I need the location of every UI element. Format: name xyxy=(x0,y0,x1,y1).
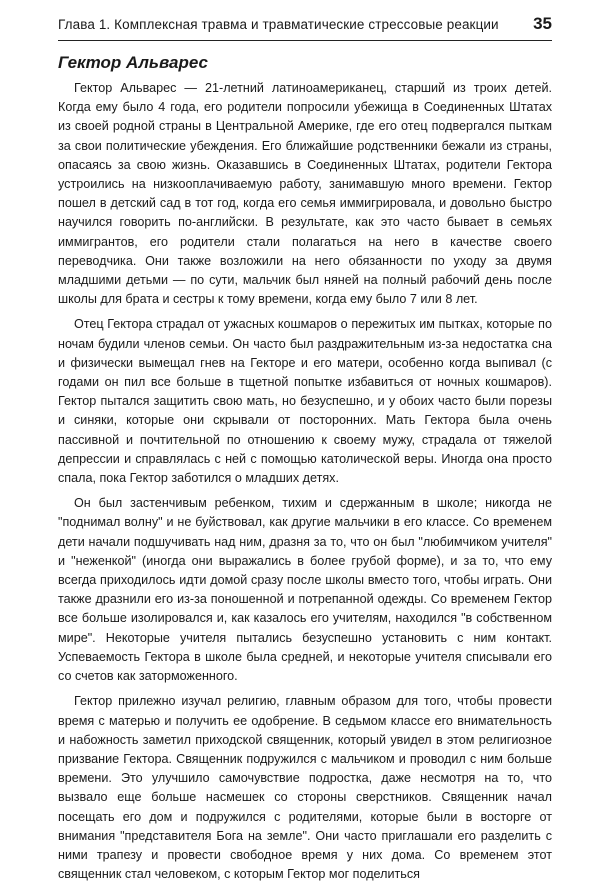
paragraph-1: Гектор Альварес — 21-летний латиноамериканец, старший из троих детей. Когда ему было 4 года, его родители попросили убежища в Соединенных Штатах из своей родной страны в Центральной Америке, где его отец подвергался пыткам за свои политические убеждения. Его ближайшие родственники бежали из страны, опасаясь за свою жизнь. Оказавшись в Соединенных Штатах, родители Гектора устроились на низкооплачиваемую работу, занимавшую много времени. Гектор пошел в детский сад в тот год, когда его семья иммигрировала, и довольно быстро научился говорить по-английски. В результате, как это часто бывает в семьях иммигрантов, его родители стали полагаться на него в качестве своего переводчика. Они также возложили на него обязанности по уходу за двумя младшими детьми — по сути, мальчик был няней на полный рабочий день после школы для брата и сестры к тому времени, когда ему было 7 или 8 лет. xyxy=(58,81,552,307)
paragraph-3: Он был застенчивым ребенком, тихим и сдержанным в школе; никогда не "поднимал волну" и не буйствовал, как другие мальчики в его классе. Со временем дети начали подшучивать над ним, дразня за то, что он был "любимчиком учителя" и "неженкой" (иногда они выражались в более грубой форме), и за то, что ему всегда приходилось идти домой сразу после школы вместо того, чтобы играть. Они также дразнили его из-за поношенной и потрепанной одежды. Со временем Гектор все больше изолировался и, как казалось его учителям, находился "в собственном мире". Некоторые учителя пытались безуспешно установить с ним контакт. Успеваемость Гектора в школе была средней, и некоторые учителя списывали его со счетов как заторможенного. xyxy=(58,496,552,684)
section-heading: Гектор Альварес xyxy=(58,53,208,72)
body-text xyxy=(58,79,552,884)
paragraph-4: Гектор прилежно изучал религию, главным образом для того, чтобы провести время с матерью и получить ее одобрение. В седьмом классе его внимательность и набожность заметил приходской священник, который увидел в этом религиозное призвание Гектора. Священник подружился с мальчиком и проводил с ним больше времени. Это улучшило самочувствие подростка, даже несмотря на то, что вызвало еще больше насмешек со стороны сверстников. Священник начал посещать его дом и подружился с родителями, которые были в восторге от внимания "представителя Бога на земле". Они часто приглашали его разделить с ними трапезу и провести свободное время у них дома. Со временем этот священник стал человеком, с которым Гектор мог поделиться xyxy=(58,694,552,882)
page-number: 35 xyxy=(533,14,552,33)
running-header xyxy=(58,14,552,41)
chapter-title: Глава 1. Комплексная травма и травматические стрессовые реакции xyxy=(58,17,499,32)
paragraph-2: Отец Гектора страдал от ужасных кошмаров о пережитых им пытках, которые по ночам будили членов семьи. Он часто был раздражительным из-за недостатка сна и физически вымещал гнев на Гекторе и его матери, особенно когда выпивал (с годами он пил все больше в тщетной попытке избавиться от ночных кошмаров). Гектор пытался защитить свою мать, но безуспешно, и у обоих часто были порезы и синяки, которые они скрывали от посторонних. Мать Гектора была очень пассивной и почтительной по отношению к своему мужу, страдала от тяжелой депрессии и справлялась с ней с помощью католической веры. Иногда она просто спала, пока Гектор заботился о младших детях. xyxy=(58,317,552,486)
